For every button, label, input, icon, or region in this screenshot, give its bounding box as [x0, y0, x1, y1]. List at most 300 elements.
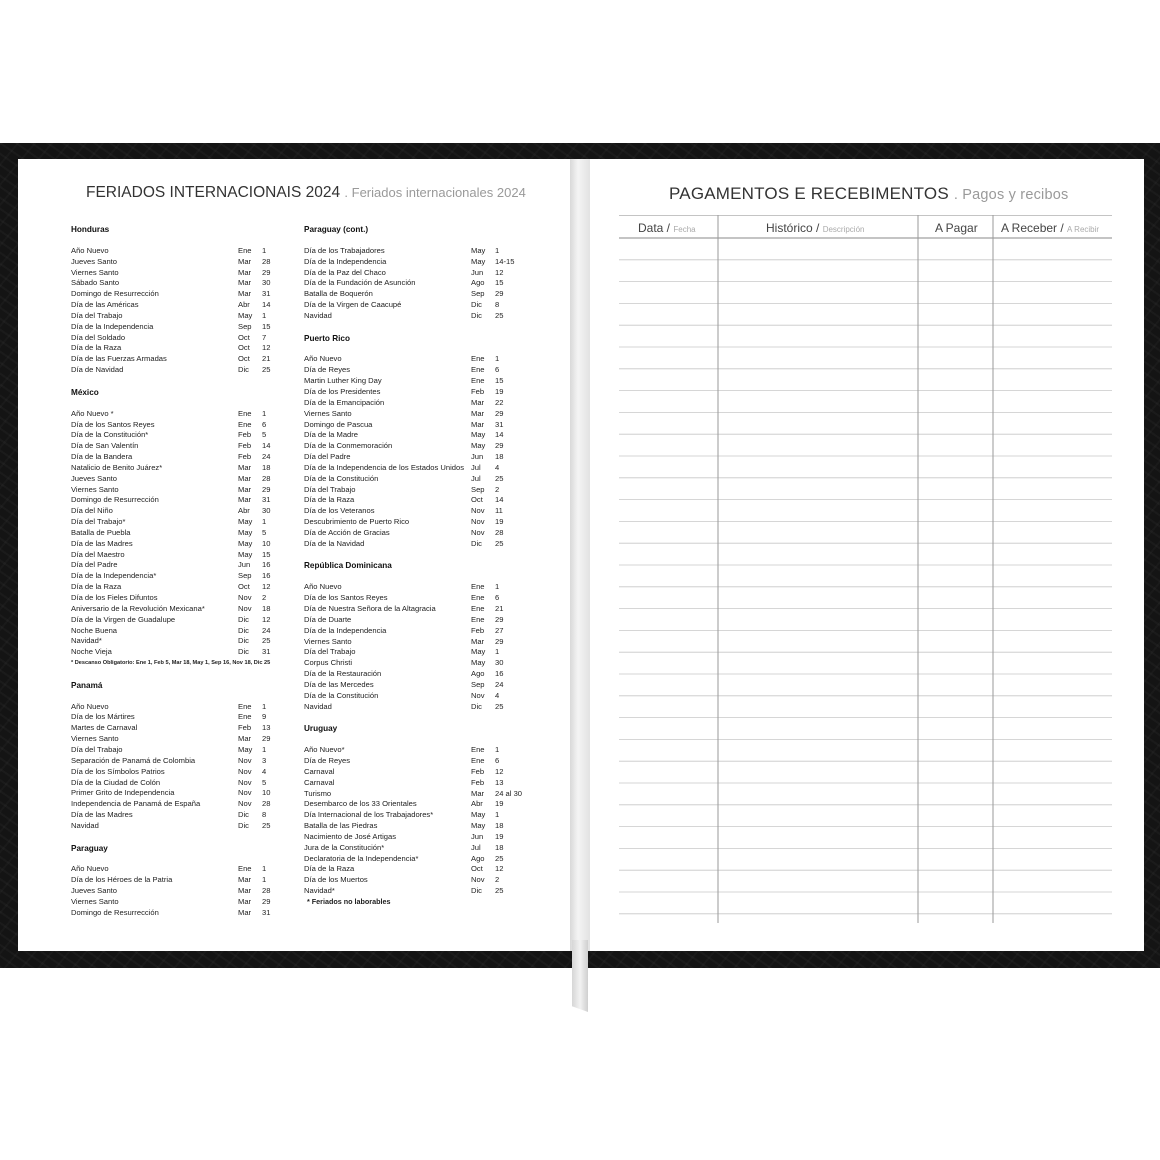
holiday-row: [71, 810, 301, 821]
holiday-month: Sep: [471, 289, 485, 299]
holiday-day: 31: [495, 419, 504, 429]
holiday-month: Nov: [471, 517, 485, 527]
holiday-month: Mar: [238, 473, 252, 483]
holiday-month: Sep: [471, 679, 485, 689]
holiday-name: Día del Trabajo: [71, 310, 123, 320]
holiday-name: Día de los Presidentes: [304, 386, 381, 396]
holiday-month: Jul: [471, 842, 481, 852]
holiday-name: Día de los Santos Reyes: [304, 593, 388, 603]
holiday-row: [304, 832, 544, 843]
holiday-row: [71, 593, 301, 604]
holiday-name: Día de la Constitución*: [71, 430, 149, 440]
holiday-name: Día de la Independencia de los Estados Unidos: [304, 462, 464, 472]
holiday-row: [304, 647, 544, 658]
column-header-history-label: Histórico /: [766, 221, 820, 235]
holiday-row: [304, 257, 544, 268]
holiday-name: Día de la Madre: [304, 430, 359, 440]
holiday-name: Natalicio de Benito Juárez*: [71, 462, 163, 472]
holiday-name: Año Nuevo: [71, 864, 109, 874]
holiday-row: [71, 604, 301, 615]
holiday-month: Mar: [471, 788, 485, 798]
column-header-date-label: Data /: [638, 221, 671, 235]
holiday-month: Nov: [238, 766, 252, 776]
holiday-name: Día de Navidad: [71, 365, 124, 375]
holiday-day: 31: [262, 289, 271, 299]
holiday-name: Día de la Raza: [304, 864, 355, 874]
holiday-row: [304, 658, 544, 669]
holiday-day: 14-15: [495, 256, 515, 266]
holiday-month: Dic: [471, 538, 482, 548]
holiday-row: [304, 289, 544, 300]
holiday-month: Ene: [238, 701, 252, 711]
holiday-day: 1: [495, 354, 500, 364]
holiday-day: 15: [262, 321, 271, 331]
holiday-row: [304, 789, 544, 800]
heading-spacer: [71, 235, 301, 246]
holiday-row: [71, 702, 301, 713]
holiday-day: 1: [262, 245, 267, 255]
column-header-date-sub: Fecha: [673, 225, 696, 234]
holiday-month: Sep: [238, 571, 252, 581]
holiday-row: [71, 289, 301, 300]
holiday-row: [71, 495, 301, 506]
holiday-name: Día del Soldado: [71, 332, 126, 342]
column-header-to-receive-label: A Receber /: [1001, 221, 1064, 235]
holiday-month: Mar: [238, 886, 252, 896]
holiday-row: [304, 582, 544, 593]
holiday-name: Día de las Madres: [71, 538, 133, 548]
holiday-name: Descubrimiento de Puerto Rico: [304, 517, 410, 527]
holiday-row: [71, 875, 301, 886]
holiday-row: [71, 463, 301, 474]
country-heading: República Dominicana: [304, 561, 392, 571]
holiday-row: [304, 854, 544, 865]
holiday-month: Ene: [238, 712, 252, 722]
holiday-day: 4: [495, 690, 500, 700]
holiday-month: Ago: [471, 278, 485, 288]
holiday-month: Mar: [238, 256, 252, 266]
holiday-day: 8: [495, 300, 500, 310]
section-spacer: [304, 322, 544, 333]
holiday-day: 25: [495, 538, 504, 548]
column-header-to-receive-sub: A Recibir: [1067, 225, 1100, 234]
holiday-day: 1: [262, 517, 267, 527]
holiday-day: 25: [495, 473, 504, 483]
holiday-day: 15: [495, 278, 504, 288]
holiday-name: Noche Buena: [71, 625, 118, 635]
holiday-name: Año Nuevo*: [304, 745, 345, 755]
holiday-month: Feb: [471, 386, 485, 396]
bookmark-ribbon[interactable]: [572, 940, 588, 1012]
holiday-name: Día de las Madres: [71, 810, 133, 820]
holiday-name: Nacimiento de José Artigas: [304, 831, 397, 841]
holiday-day: 29: [495, 289, 504, 299]
holiday-row: [304, 680, 544, 691]
holiday-day: 28: [262, 256, 271, 266]
holiday-day: 8: [262, 810, 267, 820]
holiday-row: [304, 474, 544, 485]
holiday-row: [304, 430, 544, 441]
holiday-month: Feb: [238, 452, 252, 462]
holiday-footnote: * Descanso Obligatorio: Ene 1, Feb 5, Mar 18, May 1, Sep 16, Nov 18, Dic 25: [71, 660, 271, 667]
holiday-name: Día Internacional de los Trabajadores*: [304, 810, 434, 820]
holiday-day: 1: [495, 745, 500, 755]
holiday-row: [71, 864, 301, 875]
holiday-month: Ene: [238, 419, 252, 429]
holiday-day: 18: [495, 452, 504, 462]
holiday-month: Nov: [238, 788, 252, 798]
holiday-name: Día de la Independencia: [71, 321, 154, 331]
holiday-day: 12: [495, 864, 504, 874]
holiday-month: Dic: [471, 701, 482, 711]
holiday-row: [304, 376, 544, 387]
holiday-month: Oct: [238, 582, 250, 592]
holiday-day: 1: [495, 647, 500, 657]
holiday-name: Año Nuevo *: [71, 408, 114, 418]
holiday-row: [304, 702, 544, 713]
holiday-row: [304, 300, 544, 311]
holiday-name: Martin Luther King Day: [304, 376, 382, 386]
ledger-title: [669, 184, 1068, 204]
holidays-column-right: [304, 224, 544, 908]
holiday-month: Jul: [471, 462, 481, 472]
holiday-month: Feb: [238, 441, 252, 451]
heading-spacer: [304, 734, 544, 745]
holiday-month: Oct: [238, 354, 250, 364]
holiday-name: Navidad: [71, 820, 99, 830]
column-header-to-receive: [1001, 221, 1099, 235]
holiday-name: Día de la Constitución: [304, 473, 379, 483]
holiday-row: [304, 821, 544, 832]
holiday-month: Nov: [238, 777, 252, 787]
holiday-day: 25: [495, 701, 504, 711]
holiday-month: Mar: [238, 484, 252, 494]
holiday-name: Martes de Carnaval: [71, 723, 138, 733]
holiday-day: 31: [262, 647, 271, 657]
holiday-row: [304, 637, 544, 648]
holiday-name: Carnaval: [304, 766, 335, 776]
ledger-table: [619, 215, 1112, 923]
holiday-row: [304, 767, 544, 778]
holiday-row: [304, 886, 544, 897]
holiday-name: Día de la Independencia: [304, 625, 387, 635]
holiday-name: Día de las Américas: [71, 300, 139, 310]
holidays-title-es: . Feriados internacionales 2024: [344, 185, 526, 200]
holiday-day: 12: [262, 343, 271, 353]
holiday-row: [71, 550, 301, 561]
holiday-day: 29: [262, 896, 271, 906]
holiday-name: Día de Duarte: [304, 614, 352, 624]
section-spacer: [71, 832, 301, 843]
holiday-name: Declaratoria de la Independencia*: [304, 853, 419, 863]
holiday-name: Viernes Santo: [304, 408, 352, 418]
holiday-row: [71, 300, 301, 311]
holiday-day: 24: [262, 625, 271, 635]
holiday-name: Primer Grito de Independencia: [71, 788, 175, 798]
holidays-title-pt: FERIADOS INTERNACIONAIS 2024: [86, 184, 341, 201]
holiday-month: Nov: [471, 506, 485, 516]
holiday-day: 29: [262, 267, 271, 277]
holiday-month: Mar: [238, 495, 252, 505]
holiday-day: 24 al 30: [495, 788, 523, 798]
holiday-month: Ene: [471, 582, 485, 592]
holiday-month: May: [238, 527, 253, 537]
holiday-row: [304, 691, 544, 702]
ledger-grid: [619, 215, 1112, 923]
holiday-month: Oct: [238, 332, 250, 342]
holiday-month: May: [471, 256, 486, 266]
holiday-day: 12: [262, 582, 271, 592]
country-heading: Paraguay: [71, 843, 108, 853]
holiday-row: [71, 517, 301, 528]
holiday-day: 6: [495, 755, 500, 765]
holiday-name: Día de la Virgen de Caacupé: [304, 300, 402, 310]
holiday-day: 28: [262, 886, 271, 896]
holiday-row: [304, 810, 544, 821]
holiday-name: Día de la Raza: [71, 582, 122, 592]
holiday-row: [304, 354, 544, 365]
holiday-month: Ene: [471, 354, 485, 364]
holiday-month: Mar: [238, 462, 252, 472]
holiday-day: 25: [262, 820, 271, 830]
holiday-month: Dic: [471, 300, 482, 310]
holiday-month: Mar: [471, 636, 485, 646]
holiday-row: [71, 333, 301, 344]
holiday-day: 15: [495, 376, 504, 386]
holiday-row: [304, 420, 544, 431]
holiday-day: 1: [262, 408, 267, 418]
section-spacer: [304, 712, 544, 723]
holiday-month: Ene: [238, 408, 252, 418]
holiday-row: [71, 365, 301, 376]
holiday-row: [304, 875, 544, 886]
holiday-day: 30: [262, 278, 271, 288]
holiday-name: Día de la Navidad: [304, 538, 365, 548]
holiday-month: Jun: [471, 831, 484, 841]
holiday-day: 2: [262, 593, 267, 602]
holiday-day: 5: [262, 527, 267, 537]
holiday-row: [71, 452, 301, 463]
holiday-name: Día de los Mártires: [71, 712, 135, 722]
holiday-name: Jueves Santo: [71, 473, 118, 483]
holiday-day: 12: [262, 614, 271, 624]
holiday-day: 16: [262, 560, 271, 570]
holiday-month: Feb: [471, 625, 485, 635]
holiday-row: [304, 485, 544, 496]
holiday-name: Domingo de Pascua: [304, 419, 373, 429]
holiday-name: Día de Nuestra Señora de la Altagracia: [304, 604, 436, 613]
holiday-row: [304, 278, 544, 289]
heading-spacer: [71, 691, 301, 702]
holiday-name: Día del Niño: [71, 506, 113, 516]
column-header-date: [638, 221, 696, 235]
holiday-month: Sep: [471, 484, 485, 494]
holiday-name: Día de la Bandera: [71, 452, 133, 462]
holiday-row: [71, 343, 301, 354]
holiday-day: 24: [495, 679, 504, 689]
holiday-row: [71, 778, 301, 789]
holiday-month: Feb: [238, 430, 252, 440]
holiday-day: 29: [262, 484, 271, 494]
holiday-month: May: [471, 658, 486, 668]
holiday-row: [304, 843, 544, 854]
holiday-month: May: [471, 821, 486, 831]
holiday-day: 29: [495, 408, 504, 418]
holiday-row: [71, 615, 301, 626]
holiday-day: 25: [495, 853, 504, 863]
holiday-row: [71, 908, 301, 919]
holiday-day: 1: [262, 875, 267, 885]
holiday-month: Ene: [471, 593, 485, 603]
holiday-day: 30: [495, 658, 504, 668]
holiday-name: Día de la Raza: [304, 495, 355, 505]
country-heading: Paraguay (cont.): [304, 225, 369, 234]
holidays-title: [86, 184, 526, 202]
holiday-month: Ene: [471, 614, 485, 624]
column-header-history-sub: Descripción: [822, 225, 865, 234]
holiday-month: Feb: [471, 777, 485, 787]
holiday-name: Año Nuevo: [71, 701, 109, 711]
holiday-day: 25: [495, 310, 504, 320]
holiday-month: May: [471, 441, 486, 451]
holiday-name: Carnaval: [304, 777, 335, 787]
holiday-month: Dic: [238, 625, 249, 635]
holiday-name: Navidad: [304, 701, 332, 711]
holiday-month: Jun: [471, 267, 484, 277]
holiday-row: [71, 821, 301, 832]
holiday-day: 29: [495, 614, 504, 624]
holiday-month: May: [238, 549, 253, 559]
holiday-name: Independencia de Panamá de España: [71, 799, 201, 809]
holiday-row: [304, 517, 544, 528]
column-header-to-pay: [935, 221, 978, 235]
holiday-name: Día de la Restauración: [304, 669, 382, 679]
heading-spacer: [304, 235, 544, 246]
holiday-name: Año Nuevo: [304, 354, 342, 364]
holiday-month: Dic: [471, 886, 482, 896]
holiday-row: [304, 398, 544, 409]
holiday-day: 1: [495, 810, 500, 820]
holiday-month: Dic: [238, 365, 249, 375]
holiday-row: [71, 788, 301, 799]
holiday-month: Abr: [238, 300, 250, 310]
holiday-name: Día de la Constitución: [304, 690, 379, 700]
section-spacer: [71, 669, 301, 680]
holiday-month: May: [238, 517, 253, 527]
ledger-title-es: . Pagos y recibos: [953, 187, 1069, 203]
holiday-day: 21: [495, 604, 504, 613]
holiday-row: [71, 322, 301, 333]
holiday-footnote: * Feriados no laborables: [307, 896, 391, 906]
holiday-month: Ene: [471, 755, 485, 765]
holiday-row: [71, 539, 301, 550]
holiday-row: [71, 647, 301, 658]
holiday-month: Mar: [471, 408, 485, 418]
holiday-row: [304, 626, 544, 637]
holiday-month: Oct: [471, 495, 483, 505]
heading-spacer: [71, 854, 301, 865]
holiday-row: [304, 615, 544, 626]
holiday-name: Día de la Ciudad de Colón: [71, 777, 161, 787]
heading-spacer: [304, 344, 544, 355]
holiday-name: Día de los Héroes de la Patria: [71, 875, 173, 885]
holiday-month: May: [238, 538, 253, 548]
holiday-month: Mar: [238, 875, 252, 885]
holiday-day: 14: [495, 430, 504, 440]
holiday-day: 1: [262, 310, 267, 320]
holiday-day: 13: [495, 777, 504, 787]
column-header-history: [766, 221, 864, 235]
holiday-row: [71, 571, 301, 582]
holiday-name: Día de los Fieles Difuntos: [71, 593, 158, 602]
holiday-day: 29: [262, 734, 271, 744]
holiday-day: 5: [262, 430, 267, 440]
holiday-day: 14: [262, 300, 271, 310]
holiday-month: May: [238, 744, 253, 754]
holiday-day: 1: [495, 582, 500, 592]
holiday-row: [71, 723, 301, 734]
holiday-day: 25: [262, 365, 271, 375]
holiday-day: 27: [495, 625, 504, 635]
holiday-name: Día de las Mercedes: [304, 679, 374, 689]
book-gutter: [570, 159, 590, 951]
holiday-name: Viernes Santo: [304, 636, 352, 646]
holiday-month: Ago: [471, 669, 485, 679]
holiday-row: [304, 506, 544, 517]
holiday-month: Mar: [471, 419, 485, 429]
holiday-name: Día de la Conmemoración: [304, 441, 393, 451]
holiday-row: [71, 767, 301, 778]
holiday-month: Ene: [238, 245, 252, 255]
holiday-name: Año Nuevo: [71, 245, 109, 255]
holiday-day: 21: [262, 354, 271, 364]
holiday-month: Abr: [471, 799, 483, 809]
holiday-month: Mar: [238, 907, 252, 917]
holiday-name: Desembarco de los 33 Orientales: [304, 799, 417, 809]
holiday-name: Batalla de Puebla: [71, 527, 131, 537]
holiday-row: [304, 745, 544, 756]
holiday-name: Jura de la Constitución*: [304, 842, 385, 852]
holiday-row: [71, 311, 301, 322]
holiday-row: [71, 626, 301, 637]
holiday-day: 28: [262, 473, 271, 483]
holiday-day: 28: [262, 799, 271, 809]
holiday-row: [71, 430, 301, 441]
holiday-day: 22: [495, 397, 504, 407]
holiday-name: Batalla de Boquerón: [304, 289, 373, 299]
country-heading: Puerto Rico: [304, 333, 350, 343]
ledger-title-pt: PAGAMENTOS E RECEBIMENTOS: [669, 184, 949, 203]
holiday-name: Día de la Raza: [71, 343, 122, 353]
holiday-row: [304, 268, 544, 279]
holiday-row: [304, 387, 544, 398]
holiday-day: 31: [262, 495, 271, 505]
holiday-month: Abr: [238, 506, 250, 516]
holiday-name: Viernes Santo: [71, 267, 119, 277]
holiday-day: 2: [495, 484, 500, 494]
holiday-day: 9: [262, 712, 267, 722]
column-header-to-pay-label: A Pagar: [935, 221, 978, 235]
holiday-row: [304, 528, 544, 539]
holiday-name: Viernes Santo: [71, 484, 119, 494]
holiday-name: Día de la Independencia: [304, 256, 387, 266]
holiday-row: [71, 420, 301, 431]
section-spacer: [71, 376, 301, 387]
holiday-row: [71, 485, 301, 496]
holiday-day: 10: [262, 788, 271, 798]
holiday-row: [71, 734, 301, 745]
holiday-day: 25: [262, 636, 271, 646]
